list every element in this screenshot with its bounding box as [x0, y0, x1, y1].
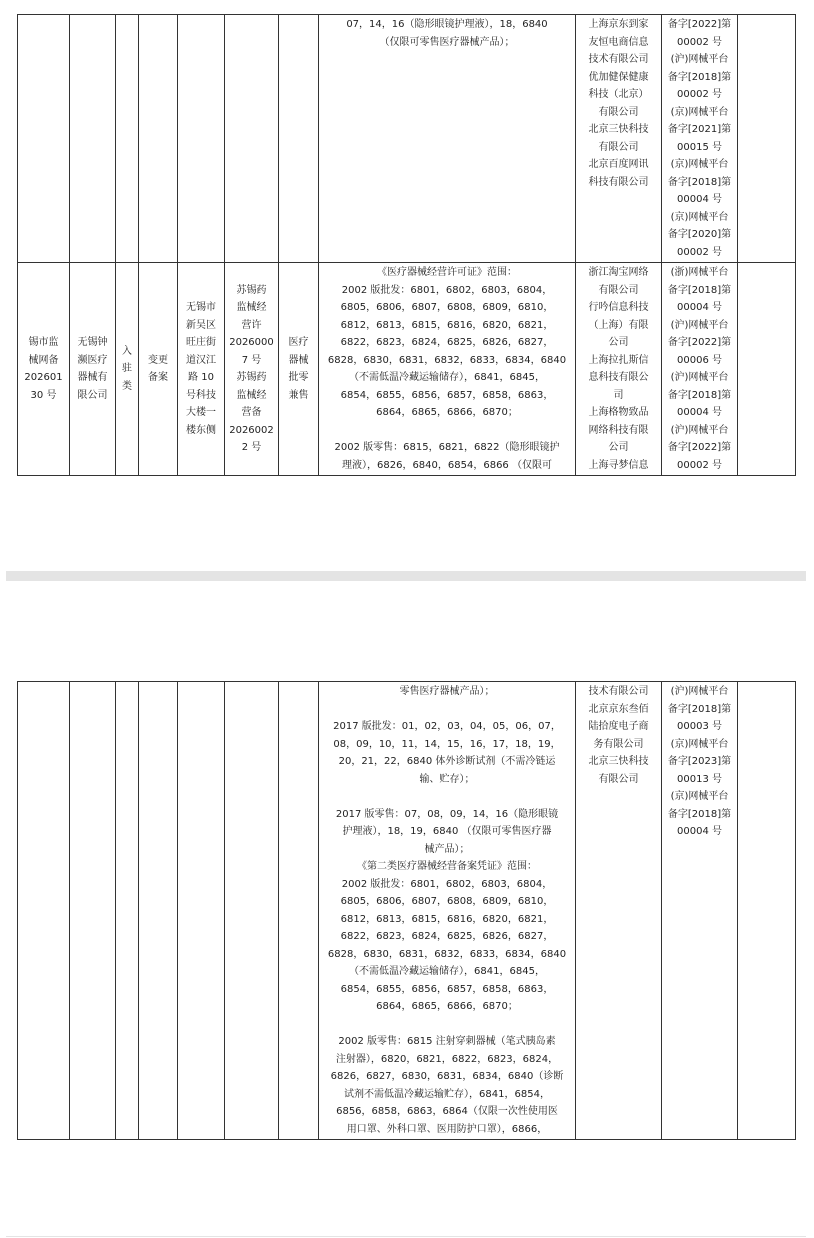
- business-scope-cell: 《医疗器械经营许可证》范围： 2002 版批发：6801，6802，6803，6804， 6805，6806，6807，6808，6809，6810， 6812，6813，6815，6816，6820，6821， 6822，6823，6824，6825，6826，6827， 6828，6830，6831，6832，6833，6834，6840 （不需低温冷藏运输储存），6841，6845， 6854，6855，6856，6857，6858，6863， 6864，6865，6866，6870； 2002 版零售：6815，6821，6822（隐形眼镜护 理液），6826，6840，6854，6866 （仅限可: [319, 263, 576, 476]
- cell-empty: [18, 15, 70, 263]
- business-scope-cell: 07，14，16（隐形眼镜护理液），18，6840 （仅限可零售医疗器械产品）；: [319, 15, 576, 263]
- page1-table: [17, 14, 796, 476]
- platform-records-cell: 备字[2022]第 00002 号 (沪)网械平台 备字[2018]第 00002 号 (京)网械平台 备字[2021]第 00015 号 (京)网械平台 备字[2018]第 00004 号 (京)网械平台 备字[2020]第 00002 号: [662, 15, 738, 263]
- cell-empty: [139, 682, 178, 1140]
- platform-records-cell: (浙)网械平台 备字[2018]第 00004 号 (沪)网械平台 备字[2022]第 00006 号 (沪)网械平台 备字[2018]第 00004 号 (沪)网械平台 备字[2022]第 00002 号: [662, 263, 738, 476]
- cell-empty: [279, 15, 319, 263]
- cell-empty: [178, 15, 225, 263]
- page-separator: [6, 571, 806, 581]
- table-row: [18, 263, 796, 476]
- cell-empty: [738, 263, 796, 476]
- cell-empty: [225, 15, 279, 263]
- cell-empty: [225, 682, 279, 1140]
- change-type-cell: 变更 备案: [139, 263, 178, 476]
- platform-records-cell: (沪)网械平台 备字[2018]第 00003 号 (京)网械平台 备字[2023]第 00013 号 (京)网械平台 备字[2018]第 00004 号: [662, 682, 738, 1140]
- page-separator-bottom: [6, 1236, 806, 1237]
- cell-empty: [139, 15, 178, 263]
- cell-empty: [279, 682, 319, 1140]
- platform-names-cell: 上海京东到家 友恒电商信息 技术有限公司 优加健保健康 科技（北京） 有限公司 北京三快科技 有限公司 北京百度网讯 科技有限公司: [576, 15, 662, 263]
- table-row-continued: [18, 682, 796, 1140]
- record-number-cell: 锡市监 械网备 202601 30 号: [18, 263, 70, 476]
- cell-empty: [116, 15, 139, 263]
- platform-names-cell: 技术有限公司 北京京东叁佰 陆拾度电子商 务有限公司 北京三快科技 有限公司: [576, 682, 662, 1140]
- cell-empty: [178, 682, 225, 1140]
- business-scope-cell: 零售医疗器械产品）； 2017 版批发：01，02，03，04，05，06，07， 08，09，10，11，14，15，16，17，18，19， 20，21，22，6840 体外诊断试剂（不需冷链运 输、贮存）； 2017 版零售：07，08，09，14，16（隐形眼镜 护理液），18，19，6840 （仅限可零售医疗器 械产品）； 《第二类医疗器械经营备案凭证》范围： 2002 版批发：6801，6802，6803，6804， 6805，6806，6807，6808，6809，6810， 6812，6813，6815，6816，6820，6821， 6822，6823，6824，6825，6826，6827， 6828，6830，6831，6832，6833，6834，6840 （不需低温冷藏运输储存），6841，6845， 6854，6855，6856，6857，6858，6863， 6864，6865，6866，6870； 2002 版零售：6815 注射穿刺器械（笔式胰岛素 注射器），6820，6821，6822，6823，6824， 6826，6827，6830，6831，6834，6840（诊断 试剂不需低温冷藏运输贮存），6841，6854， 6856，6858，6863，6864（仅限一次性使用医 用口罩、外科口罩、医用防护口罩），6866，: [319, 682, 576, 1140]
- category-cell: 入 驻 类: [116, 263, 139, 476]
- cell-empty: [738, 15, 796, 263]
- cell-empty: [116, 682, 139, 1140]
- company-name-cell: 无锡钟 濒医疗 器械有 限公司: [70, 263, 116, 476]
- cell-empty: [18, 682, 70, 1140]
- table-row-continued: [18, 15, 796, 263]
- address-cell: 无锡市 新吴区 旺庄街 道汉江 路 10 号科技 大楼一 楼东侧: [178, 263, 225, 476]
- license-cell: 苏锡药 监械经 营许 2026000 7 号 苏锡药 监械经 营备 2026002 2 号: [225, 263, 279, 476]
- page2-table: [17, 681, 796, 1140]
- cell-empty: [738, 682, 796, 1140]
- cell-empty: [70, 682, 116, 1140]
- business-mode-cell: 医疗 器械 批零 兼售: [279, 263, 319, 476]
- platform-names-cell: 浙江淘宝网络 有限公司 行吟信息科技 （上海）有限 公司 上海拉扎斯信 息科技有限公 司 上海格物致品 网络科技有限 公司 上海寻梦信息: [576, 263, 662, 476]
- cell-empty: [70, 15, 116, 263]
